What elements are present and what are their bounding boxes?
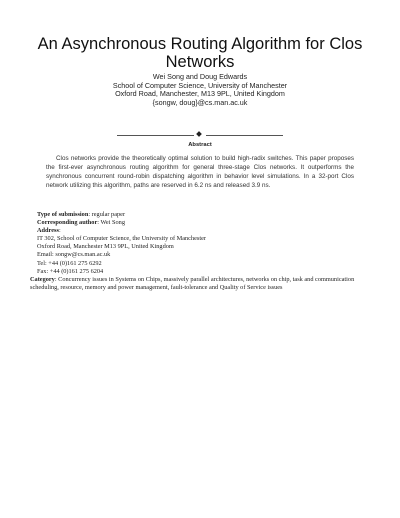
email-line: Email: songw@cs.man.ac.uk [37, 251, 111, 259]
category-label: Category [30, 275, 55, 283]
address-line-1: IT 302, School of Computer Science, the University of Manchester [37, 235, 206, 243]
divider-line-right [206, 135, 283, 136]
diamond-icon [196, 131, 202, 137]
author-block [20, 73, 380, 107]
submission-type-value: : regular paper [88, 211, 126, 218]
abstract-text: Clos networks provide the theoretically optimal solution to build high-radix switches. This paper proposes the first-ever asynchronous routing algorithm for general three-stage Clos networks. It outperforms the synchronous concurrent round-robin dispatching algorithm in behavior level simulations. In a 32-port Clos network utilizing this algorithm, paths are reserved in 6.2 ns and released 3.9 ns. [46, 155, 354, 189]
author-names: Wei Song and Doug Edwards [152, 72, 248, 81]
category-value: : Concurrency issues in Systems on Chips, massively parallel architectures, networks on chip, task and communication scheduling, resource, memory and power management, fault-tolerance and Quality of Service issues [30, 275, 355, 291]
submission-info [30, 211, 377, 292]
author-address: Oxford Road, Manchester, M13 9PL, United Kingdom [115, 89, 285, 99]
abstract-heading: Abstract [188, 142, 212, 148]
corresponding-author [37, 219, 377, 227]
paper-title: An Asynchronous Routing Algorithm for Clos Networks [37, 35, 363, 71]
author-email: {songw, doug}@cs.man.ac.uk [152, 97, 248, 107]
fax-line: Fax: +44 (0)161 275 6204 [37, 267, 104, 275]
author-affiliation: School of Computer Science, University of Manchester [112, 80, 288, 90]
address-line-2: Oxford Road, Manchester M13 9PL, United Kingdom [37, 243, 174, 251]
abstract-divider [117, 131, 283, 139]
address-colon: : [58, 227, 61, 235]
divider-line-left [117, 135, 194, 136]
submission-type-label: Type of submission [37, 211, 89, 218]
corresponding-author-label: Corresponding author [37, 219, 98, 227]
category-block [30, 276, 370, 292]
address-label: Address [37, 227, 59, 235]
corresponding-author-value: : Wei Song [97, 219, 125, 227]
submission-type [37, 211, 377, 219]
tel-line: Tel: +44 (0)161 275 6292 [37, 259, 102, 267]
category [30, 276, 370, 292]
address-heading [37, 227, 377, 235]
